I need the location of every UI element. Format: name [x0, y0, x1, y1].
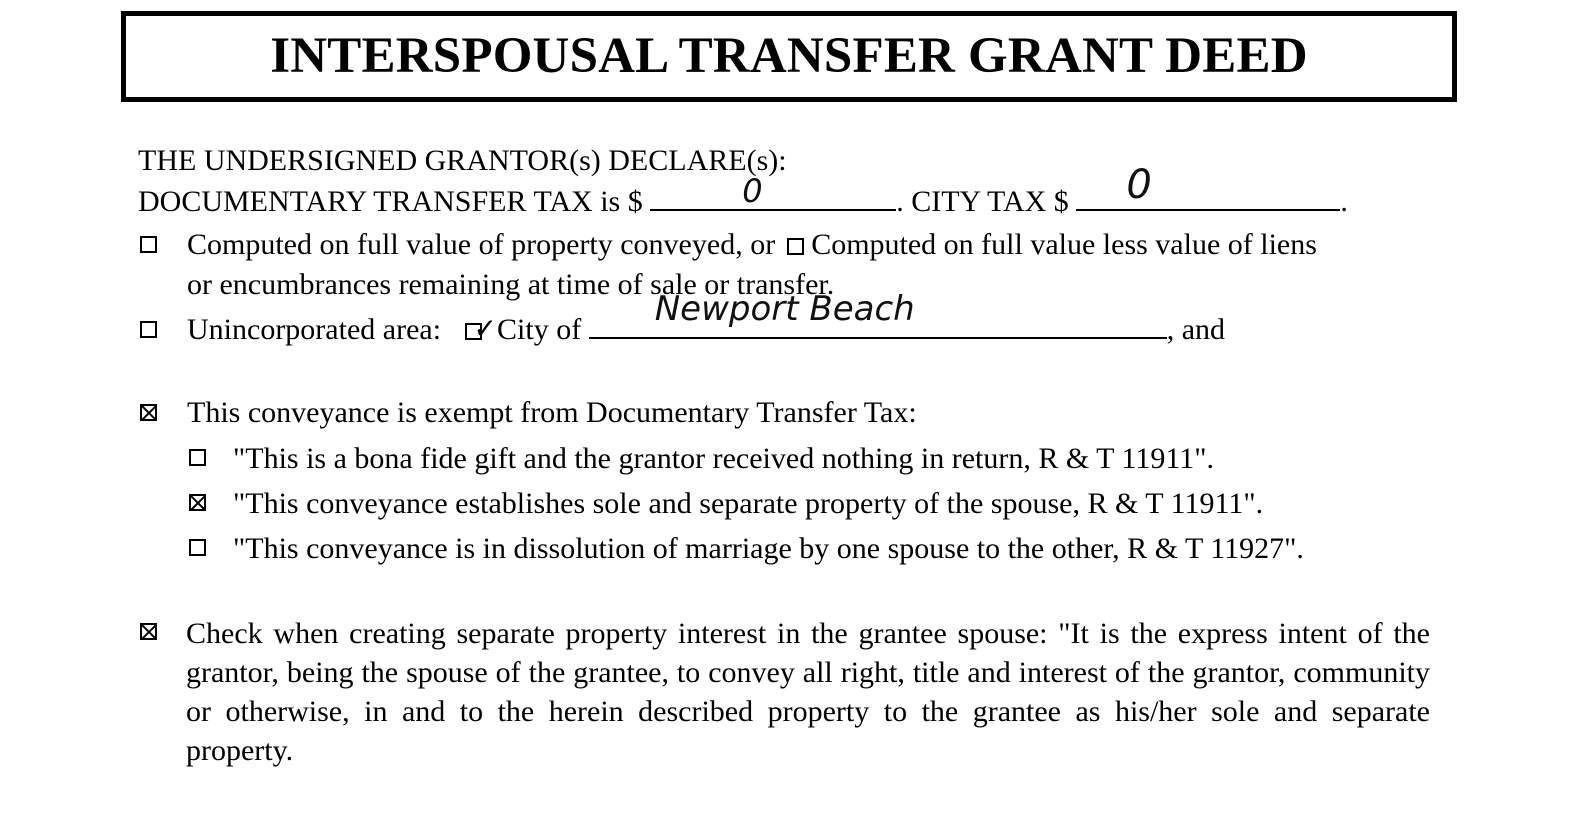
city-tax-label: . CITY TAX $	[896, 185, 1069, 218]
location-line	[187, 289, 1226, 348]
city-field[interactable]	[589, 289, 1167, 339]
doc-tax-label: DOCUMENTARY TRANSFER TAX is $	[138, 185, 643, 218]
document-title: INTERSPOUSAL TRANSFER GRANT DEED	[270, 28, 1308, 84]
exempt-label: This conveyance is exempt from Documentary Transfer Tax:	[187, 396, 917, 429]
unincorporated-label: Unincorporated area:	[187, 313, 442, 346]
dissolution-option-label: "This conveyance is in dissolution of marriage by one spouse to the other, R & T 11927".	[233, 532, 1304, 565]
grantor-declare-line: THE UNDERSIGNED GRANTOR(s) DECLARE(s):	[138, 144, 787, 177]
title-box	[121, 11, 1457, 102]
location-suffix: , and	[1166, 313, 1226, 346]
gift-checkbox[interactable]	[189, 449, 206, 466]
gift-option-label: "This is a bona fide gift and the grantor received nothing in return, R & T 11911".	[233, 442, 1214, 475]
city-label: City of	[497, 313, 582, 346]
unincorporated-checkbox[interactable]	[140, 321, 157, 338]
handwritten-check-icon: ✓	[473, 312, 498, 345]
less-liens-continuation: or encumbrances remaining at time of sale or transfer.	[187, 268, 835, 301]
separate-property-option-label: "This conveyance establishes sole and separate property of the spouse, R & T 11911".	[233, 487, 1264, 520]
less-liens-label: Computed on full value less value of liens	[811, 228, 1317, 261]
city-tax-end-period: .	[1340, 185, 1348, 218]
separate-property-checkbox[interactable]	[140, 623, 157, 640]
transfer-tax-line	[138, 162, 1348, 220]
full-value-checkbox[interactable]	[140, 236, 157, 253]
exempt-checkbox[interactable]	[140, 404, 157, 421]
city-value: Newport Beach	[654, 289, 915, 329]
separate-property-option-checkbox[interactable]	[189, 494, 206, 511]
separate-property-paragraph: Check when creating separate property interest in the grantee spouse: "It is the express intent of the grantor, being the spouse of the grantee, to convey all right, title and interest of the grantor, community or otherwise, in and to the herein described property to the grantee as his/her sole and separate property.	[186, 617, 1430, 767]
dissolution-checkbox[interactable]	[189, 539, 206, 556]
city-tax-value: 0	[1126, 162, 1152, 208]
less-liens-checkbox[interactable]	[787, 238, 804, 255]
doc-tax-field[interactable]	[650, 172, 896, 211]
full-value-label: Computed on full value of property conveyed, or	[187, 228, 776, 261]
computed-line	[187, 227, 1317, 263]
city-tax-field[interactable]	[1076, 162, 1340, 211]
city-checkbox[interactable]	[465, 312, 498, 345]
doc-tax-value: 0	[742, 172, 763, 210]
